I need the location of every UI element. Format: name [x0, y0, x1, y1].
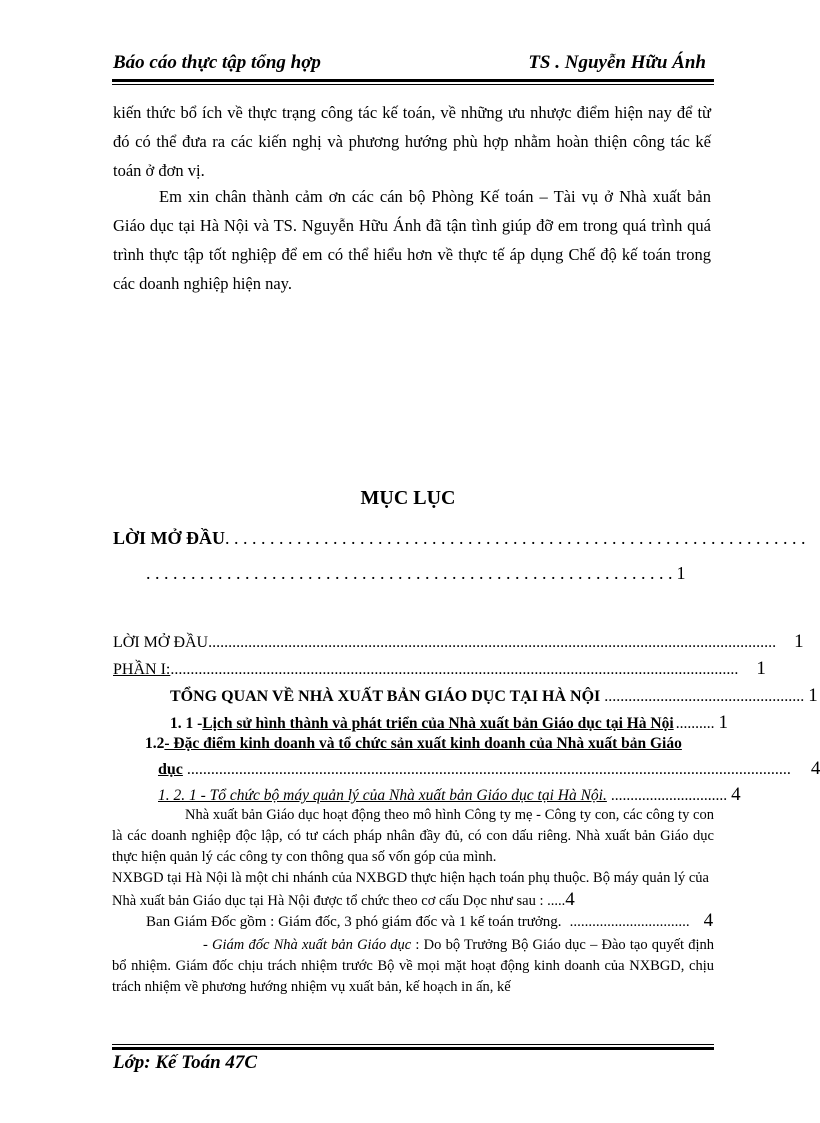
toc-entry[interactable] — [158, 784, 741, 806]
footer-rule-thin — [112, 1044, 714, 1045]
toc-entry[interactable] — [146, 910, 714, 932]
toc-entry-label: Ban Giám Đốc gồm : Giám đốc, 3 phó giám đốc và 1 kế toán trưởng. — [146, 914, 562, 930]
toc-page-number: 1 — [808, 685, 818, 706]
toc-page-number: 1 — [718, 712, 728, 733]
toc-page-number: 1 — [794, 631, 804, 652]
toc-leader: .............................................................................................................................................. — [170, 661, 739, 678]
toc-entry-line1[interactable] — [113, 735, 711, 753]
footer-rule — [112, 1047, 714, 1050]
toc-paragraph-2-text: NXBGD tại Hà Nội là một chi nhánh của NXBGD thực hiện hạch toán phụ thuộc. Bộ máy quản lý của Nhà xuất bản Giáo dục tại Hà Nội được tổ chức theo cơ cấu Dọc như sau : — [112, 870, 709, 909]
toc-page-number: 4 — [731, 784, 741, 805]
toc-entry[interactable] — [170, 712, 728, 734]
toc-leader: . . . . . . . . . . . . . . . . . . . . . . . . . . . . . . . . . . . . . . . . . . . . . . . . . . . . . . . . . . . . . . . . . — [225, 528, 806, 548]
toc-paragraph-2: NXBGD tại Hà Nội là một chi nhánh của NXBGD thực hiện hạch toán phụ thuộc. Bộ máy quản lý của Nhà xuất bản Giáo dục tại Hà Nội được tổ chức theo cơ cấu Dọc như sau : .....4 — [112, 870, 709, 910]
toc-entry-label: 1. 2. 1 - Tổ chức bộ máy quản lý của Nhà xuất bản Giáo dục tại Hà Nội. — [158, 787, 607, 804]
toc-entry-line2[interactable] — [158, 758, 820, 780]
toc-title: MỤC LỤC — [360, 487, 456, 509]
toc-paragraph-1: Nhà xuất bản Giáo dục hoạt động theo mô hình Công ty mẹ - Công ty con, các công ty con là các doanh nghiệp độc lập, có tư cách pháp nhân đầy đủ, có con dấu riêng. Nhà xuất bản Giáo dục thực hiện quản lý các công ty con thông qua số vốn góp của mình. — [112, 807, 714, 865]
toc-page-number: 4 — [565, 889, 575, 910]
toc-entry[interactable] — [113, 658, 766, 680]
toc-entry-label: TỔNG QUAN VỀ NHÀ XUẤT BẢN GIÁO DỤC TẠI HÀ NỘI — [170, 688, 601, 705]
toc-entry-main-label: LỜI MỞ ĐẦU — [113, 528, 225, 548]
toc-entry-label: Lịch sử hình thành và phát triển của Nhà xuất bản Giáo dục tại Hà Nội — [202, 715, 674, 732]
paragraph-2: Em xin chân thành cảm ơn các cán bộ Phòng Kế toán – Tài vụ ở Nhà xuất bản Giáo dục tại Hà Nội và TS. Nguyễn Hữu Ánh đã tận tình giúp đỡ em trong quá trình quá trình thực tập tốt nghiệp để em có thể hiểu hơn về thực tế áp dụng Chế độ kế toán trong các doanh nghiệp hiện nay. — [113, 187, 711, 293]
header-rule — [112, 79, 714, 82]
toc-entry-label: - Đặc điểm kinh doanh và tổ chức sản xuất kinh doanh của Nhà xuất bản Giáo — [164, 735, 682, 752]
toc-leader: . . . . . . . . . . . . . . . . . . . . . . . . . . . . . . . . . . . . . . . . . . . . . . . . . . . . . . . . . . . — [146, 563, 673, 583]
gd-text: : Do bộ Trưởng Bộ Giáo dục – Đào tạo quyết định bổ nhiệm. Giám đốc chịu trách nhiệm trước Bộ về mọi mặt hoạt động kinh doanh của NXBGD, chịu trách nhiệm về phương hướng nhiệm vụ xuất bản, kế hoạch in ấn, kế — [112, 937, 714, 995]
toc-entry-label-cont: dục — [158, 761, 183, 778]
toc-leader: ................................ — [569, 914, 690, 930]
toc-entry-main-cont — [146, 563, 686, 584]
toc-page-number: 1 — [676, 563, 686, 583]
toc-leader: .......... — [675, 715, 715, 732]
header-right: TS . Nguyễn Hữu Ánh — [528, 52, 706, 73]
toc-page-number: 4 — [703, 910, 714, 931]
toc-leader: .................................................. — [604, 688, 805, 705]
toc-leader: .............................................................................................................................................. — [208, 634, 777, 651]
toc-page-number: 1 — [756, 658, 766, 679]
gd-label: - Giám đốc Nhà xuất bản Giáo dục — [203, 937, 412, 953]
toc-page-number: 4 — [810, 758, 820, 779]
toc-entry-main[interactable] — [113, 528, 806, 549]
paragraph-1: kiến thức bổ ích về thực trạng công tác kế toán, về những ưu nhược điểm hiện nay để từ đó có thể đưa ra các kiến nghị và phương hướng phù hợp nhằm hoàn thiện công tác kế toán ở đơn vị. — [113, 103, 711, 180]
toc-leader: .............................. — [610, 787, 728, 804]
toc-entry-label: PHẦN I: — [113, 661, 171, 678]
toc-entry-prefix: 1. 1 - — [170, 715, 203, 732]
toc-entry-prefix: 1.2 — [145, 735, 165, 752]
toc-entry-label: LỜI MỞ ĐẦU — [113, 634, 209, 651]
toc-entry[interactable] — [113, 631, 804, 653]
toc-entry[interactable] — [170, 685, 818, 707]
footer-left: Lớp: Kế Toán 47C — [113, 1052, 258, 1073]
header-left: Báo cáo thực tập tổng hợp — [113, 52, 321, 73]
toc-leader: ....................................................................................................................................................... — [186, 761, 791, 778]
toc-paragraph-3 — [112, 935, 714, 998]
header-rule-thin — [112, 84, 714, 85]
